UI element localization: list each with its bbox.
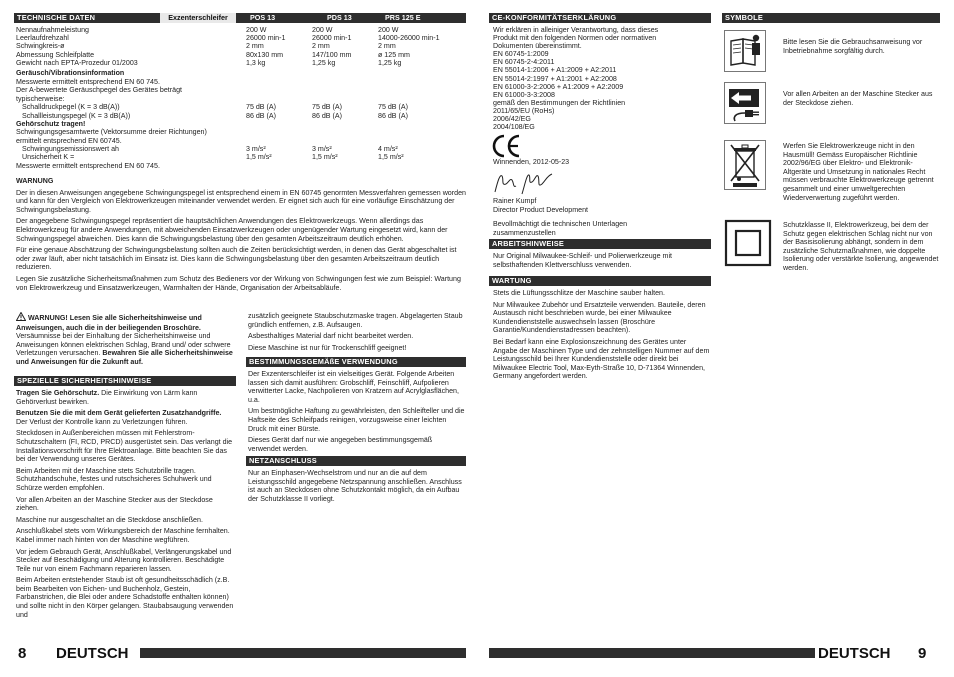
special-safety-item — [16, 576, 234, 619]
col-header-prs125e: PRS 125 E — [385, 13, 421, 22]
spec-row — [16, 59, 466, 67]
language-right: DEUTSCH — [818, 645, 891, 662]
net-para: Nur an Einphasen-Wechselstrom und nur an die auf dem Leistungsschild angegebene Netzspannung anschließen. Anschluss ist auch an Steckdosen ohne Schutzkontakt möglich, da ein Aufbau der Schutzklasse II vorliegt. — [248, 469, 462, 503]
spec-value-2: 1,5 m/s² — [312, 153, 338, 162]
arbeit-header — [489, 239, 711, 249]
spec-value-2: 200 W — [312, 26, 333, 34]
wartung-title: WARTUNG — [492, 276, 532, 285]
ce-line: Wir erklären in alleiniger Verantwortung, dass dieses — [493, 26, 659, 34]
spec-value-1: 200 W — [246, 26, 267, 34]
usage-title: BESTIMMUNGSGEMÄßE VERWENDUNG — [249, 357, 398, 366]
warning-para: Der in diesen Anweisungen angegebene Schwingungspegel ist entsprechend einem in EN 60745 genormten Messverfahren gemessen worden und kann für den Vergleich von Elektrowerkzeugen miteinander verwendet werden. Er eignet sich auch für eine vorläufige Einschätzung der Schwingungsbelastung. — [16, 188, 466, 214]
spec-label: Schallleistungspegel (K = 3 dB(A)) — [22, 111, 131, 120]
spec-value-2: 75 dB (A) — [312, 103, 342, 112]
usage-header — [246, 357, 466, 367]
spec-value-2: 1,25 kg — [312, 58, 336, 67]
language-left: DEUTSCH — [56, 645, 129, 662]
usage-para: Dieses Gerät darf nur wie angegeben bestimmungsgemäß verwendet werden. — [248, 436, 433, 453]
usage-para: Der Exzenterschleifer ist ein vielseitiges Gerät. Folgende Arbeiten lassen sich damit ausführen: Grobschliff, Feinschliff, Aufpolieren verwitterter Lacke, Nachpolieren von Kratzern auf Acrylglasflächen, u.a. — [248, 370, 459, 404]
spec-value-3: 86 dB (A) — [378, 111, 408, 120]
spec-label: Schwingungsemissionswert ah — [22, 145, 119, 154]
spec-value-1: 86 dB (A) — [246, 111, 276, 120]
warning-block — [16, 177, 466, 295]
product-name: Exzenterschleifer — [160, 13, 236, 23]
symbole-title: SYMBOLE — [725, 13, 763, 22]
spec-row — [16, 34, 466, 42]
warning-para: Der angegebene Schwingungspegel repräsentiert die hauptsächlichen Anwendungen des Elektrowerkzeugs. Wenn allerdings das Elektrowerkzeug für andere Anwendungen, mit abweichenden Einsatzwerkzeugen oder ungenügender Wartung eingesetzt wird, kann der Schwingungspegel abweichen. Dies kann die Schwingungsbelastung über den gesamten Arbeitszeitraum deutlich erhöhen. — [16, 217, 448, 243]
ce-line: EN 60745-2-4:2011 — [493, 58, 555, 67]
safety-warning-bold: WARNUNG! Lesen Sie alle Sicherheitshinweise und Anweisungen, auch die in der beiliegenden Broschüre. — [16, 314, 202, 332]
symbol-text-manual: Bitte lesen Sie die Gebrauchsanweisung vor Inbetriebnahme sorgfältig durch. — [783, 38, 923, 55]
noise-table — [16, 103, 466, 119]
special-safety-item — [16, 409, 234, 426]
wartung-para: Nur Milwaukee Zubehör und Ersatzteile verwenden. Bauteile, deren Austausch nicht beschrieben wurde, bei einer Milwaukee Kundendienststelle auswechseln lassen (Broschüre Garantie/Kundendienstadressen beachten). — [493, 300, 706, 335]
spec-label: Schalldruckpegel (K = 3 dB(A)) — [22, 103, 120, 112]
special-safety-item — [16, 548, 234, 574]
spec-row — [16, 26, 466, 34]
arbeit-block — [493, 252, 711, 272]
spec-row — [16, 51, 466, 59]
auth-line: Bevollmächtigt die technischen Unterlagen — [493, 220, 628, 229]
special-safety-item-bold: Benutzen Sie die mit dem Gerät gelieferten Zusatzhandgriffe. — [16, 409, 222, 418]
warning-triangle-icon — [16, 312, 26, 324]
spec-value-3: 200 W — [378, 26, 399, 34]
usage-block — [248, 370, 466, 456]
usage-para: Um bestmögliche Haftung zu gewährleisten, den Schleifteller und die Haftseite des Schleifpads reinigen, vorzugsweise einer leichten Druck mit einer Bürste. — [248, 407, 465, 433]
spec-value-1: 1,5 m/s² — [246, 153, 272, 162]
vib-table — [16, 145, 466, 161]
ce-line: EN 61000-3-3:2008 — [493, 90, 555, 99]
net-block — [248, 469, 466, 506]
signer-title: Director Product Development — [493, 205, 589, 214]
spec-label: Leerlaufdrehzahl — [16, 34, 69, 43]
signer-name: Rainer Kumpf — [493, 197, 537, 205]
footer-bar-left — [140, 648, 466, 658]
spec-value-2: 26000 min-1 — [312, 34, 352, 43]
spec-value-3: 1,5 m/s² — [378, 153, 404, 162]
hearing-protection: Gehörschutz tragen! — [16, 119, 86, 128]
auth-line: zusammenzustellen — [493, 228, 556, 237]
special-safety-item — [16, 496, 234, 513]
spec-value-1: 2 mm — [246, 42, 264, 51]
special-safety-item-text: Die Einwirkung von Lärm kann Gehörverlust bewirken. — [16, 389, 198, 406]
spec-row — [22, 153, 466, 161]
vib-line: Schwingungsgesamtwerte (Vektorsumme dreier Richtungen) — [16, 128, 207, 136]
spec-value-3: 14000-26000 min-1 — [378, 34, 440, 43]
footer-bar-right — [489, 648, 815, 658]
spec-value-3: 2 mm — [378, 42, 396, 51]
safety-warning-text: Versäumnisse bei der Einhaltung der Sicherheitshinweise und Anweisungen können elektrischen Schlag, Brand und/ oder schwere Verletzungen verursachen. — [16, 332, 231, 358]
ce-line: EN 55014-2:1997 + A1:2001 + A2:2008 — [493, 74, 617, 83]
tech-data-title: TECHNISCHE DATEN — [17, 13, 96, 22]
net-header — [246, 456, 466, 466]
ce-line: EN 60745-1:2009 — [493, 50, 549, 59]
spec-row — [22, 112, 466, 120]
special-safety-item-text: Der Verlust der Kontrolle kann zu Verletzungen führen. — [16, 417, 188, 426]
noise-line: Messwerte ermittelt entsprechend EN 60 745. — [16, 77, 160, 86]
col-header-pds13: PDS 13 — [327, 13, 352, 22]
special-safety-item-text: Anschlußkabel stets vom Wirkungsbereich der Maschine fernhalten. Kabel immer nach hinten von der Maschine wegführen. — [16, 527, 230, 544]
vibration-block — [16, 128, 466, 170]
special-safety-header — [14, 376, 236, 386]
spec-value-1: 26000 min-1 — [246, 34, 286, 43]
spec-value-1: 80x130 mm — [246, 50, 284, 59]
vib-line: ermittelt entsprechend EN 60745. — [16, 136, 122, 145]
net-title: NETZANSCHLUSS — [249, 456, 317, 465]
page-number-right: 9 — [918, 645, 927, 662]
special-safety-item-bold: Tragen Sie Gehörschutz. — [16, 389, 100, 397]
arbeit-text: Nur Original Milwaukee-Schleif- und Polierwerkzeuge mit selbsthaftenden Klettverschluss verwenden. — [493, 252, 672, 269]
special-safety-item — [16, 516, 234, 525]
spec-value-1: 1,3 kg — [246, 58, 266, 67]
special-safety-item — [16, 429, 234, 463]
spec-row — [16, 42, 466, 50]
spec-value-2: 3 m/s² — [312, 145, 332, 154]
warning-heading: WARNUNG — [16, 177, 54, 185]
special-safety-item — [16, 389, 234, 406]
wartung-header — [489, 276, 711, 286]
signature — [492, 170, 562, 196]
spec-value-2: 147/100 mm — [312, 50, 352, 59]
wartung-para: Bei Bedarf kann eine Explosionszeichnung des Gerätes unter Angabe der Maschinen Type und der zehnstelligen Nummer auf dem Leistungsschild bei Ihrer Kundendienststelle oder direkt bei Milwaukee Electric Tool, Max-Eyth-Straße 10, D-71364 Winnenden, Germany angefordert werden. — [493, 337, 710, 381]
col2-para: Asbesthaltiges Material darf nicht bearbeitet werden. — [248, 332, 414, 341]
special-safety-item-text: Beim Arbeiten mit der Maschine stets Schutzbrille tragen. Schutzhandschuhe, festes und rutschsicheres Schuhwerk und Schürze werden empfohlen. — [16, 466, 212, 492]
spec-value-3: ø 125 mm — [378, 50, 410, 59]
special-safety-item-text: Steckdosen in Außenbereichen müssen mit Fehlerstrom-Schutzschaltern (FI, RCD, PRCD) ausgerüstet sein. Das verlangt die Installationsvorschrift für Ihre Elektroanlage. Bitte beachten Sie das bei der Verwendung unseres Gerätes. — [16, 429, 233, 464]
spec-row — [22, 103, 466, 111]
manual-icon — [724, 30, 766, 72]
special-safety-item-text: Vor allen Arbeiten an der Maschine Stecker aus der Steckdose ziehen. — [16, 495, 213, 513]
spec-value-2: 86 dB (A) — [312, 111, 342, 120]
spec-value-1: 3 m/s² — [246, 145, 266, 154]
spec-label: Unsicherheit K = — [22, 153, 75, 162]
arbeit-title: ARBEITSHINWEISE — [492, 239, 564, 248]
declaration-date: Winnenden, 2012-05-23 — [493, 158, 570, 166]
safety-warning-tail: Bewahren Sie alle Sicherheitshinweise und Anweisungen für die Zukunft auf. — [16, 349, 233, 366]
spec-label: Abmessung Schleifplatte — [16, 50, 95, 59]
ce-line: 2011/65/EU (RoHs) — [493, 106, 555, 115]
class-ii-icon — [724, 219, 772, 267]
col-header-pos13: POS 13 — [250, 13, 276, 22]
warning-para: Legen Sie zusätzliche Sicherheitsmaßnahmen zum Schutz des Bedieners vor der Wirkung von Schwingungen fest wie zum Beispiel: Wartung von Elektrowerkzeug und Einsatzwerkzeugen, Warmhalten der Hände, Organisation der Arbeitsabläufe. — [16, 274, 461, 292]
spec-value-3: 1,25 kg — [378, 58, 402, 67]
symbol-text-class-ii: Schutzklasse II, Elektrowerkzeug, bei dem der Schutz gegen elektrischen Schlag nicht nur von der Basisisolierung abhängt, sondern in dem zusätzliche Schutzmaßnahmen, wie doppelte Isolierung oder verstärkte Isolierung, angewendet werden. — [783, 221, 939, 272]
weee-bin-icon — [724, 140, 766, 190]
ce-title: CE-KONFORMITÄTSERKLÄRUNG — [492, 13, 617, 22]
spec-value-1: 75 dB (A) — [246, 103, 276, 112]
col2-para: Diese Maschine ist nur für Trockenschliff geeignet! — [248, 343, 407, 352]
spec-table — [16, 26, 466, 67]
warning-para: Für eine genaue Abschätzung der Schwingungsbelastung sollten auch die Zeiten berücksichtigt werden, in denen das Gerät abgeschaltet ist oder zwar läuft, aber nicht tatsächlich im Einsatz ist. Dies kann die Schwingungsbelastung über den gesamten Arbeitszeitraum deutlich reduzieren. — [16, 246, 457, 272]
special-safety-item-text: Vor jedem Gebrauch Gerät, Anschlußkabel, Verlängerungskabel und Stecker auf Beschädigung und Alterung kontrollieren. Beschädigte Teile nur von einem Fachmann reparieren lassen. — [16, 547, 232, 573]
ce-line: 2004/108/EG — [493, 123, 535, 132]
special-safety-item — [16, 467, 234, 493]
ce-line: Produkt mit den folgenden Normen oder normativen — [493, 34, 657, 43]
spec-value-3: 75 dB (A) — [378, 103, 408, 112]
noise-block — [16, 69, 466, 128]
special-safety-item-text: Beim Arbeiten entstehender Staub ist oft gesundheitsschädlich (z.B. beim Bearbeiten von Eichen- und Buchenholz, Gestein, Farbanstrichen, die Blei oder andere Schadstoffe enthalten können) und sollte nicht in den Körper gelangen. Staubabsaugung verwenden und — [16, 576, 234, 619]
ce-line: gemäß den Bestimmungen der Richtlinien — [493, 98, 626, 107]
ce-mark — [492, 134, 522, 158]
special-safety-title: SPEZIELLE SICHERHEITSHINWEISE — [17, 376, 152, 385]
spec-label: Nennaufnahmeleistung — [16, 26, 89, 34]
wartung-para: Stets die Lüftungsschlitze der Maschine sauber halten. — [493, 289, 665, 297]
signer-block — [493, 197, 711, 237]
ce-line: EN 55014-1:2006 + A1:2009 + A2:2011 — [493, 66, 617, 75]
symbole-header — [722, 13, 940, 23]
spec-label: Schwingkreis-ø — [16, 42, 65, 51]
special-safety-list — [16, 389, 234, 622]
unplug-icon — [724, 82, 766, 124]
symbol-text-weee: Werfen Sie Elektrowerkzeuge nicht in den Hausmüll! Gemäss Europäischer Richtlinie 2002/96/EG über Elektro- und Elektronik-Altgeräte und Umsetzung in nationales Recht müssen verbrauchte Elektrowerkzeuge getrennt gesammelt und einer umweltgerechten Wiederverwertung zugeführt werden. — [783, 142, 934, 202]
ce-header — [489, 13, 711, 23]
safety-warning-block — [16, 312, 234, 370]
noise-line: Der A-bewertete Geräuschpegel des Gerätes beträgt — [16, 86, 183, 95]
col2-block — [248, 312, 466, 355]
wartung-block — [493, 289, 711, 384]
spec-row — [22, 145, 466, 153]
ce-line: Dokumenten übereinstimmt. — [493, 42, 582, 51]
special-safety-item — [16, 527, 234, 544]
ce-block — [493, 26, 711, 131]
ce-line: EN 61000-3-2:2006 + A1:2009 + A2:2009 — [493, 82, 624, 91]
col2-para: zusätzlich geeignete Staubschutzmaske tragen. Abgelagerten Staub gründlich entfernen, z.B. Aufsaugen. — [248, 312, 463, 329]
ce-line: 2006/42/EG — [493, 115, 531, 124]
vib-footer: Messwerte ermittelt entsprechend EN 60 745. — [16, 161, 160, 170]
symbol-text-unplug: Vor allen Arbeiten an der Maschine Stecker aus der Steckdose ziehen. — [783, 90, 933, 107]
spec-value-2: 2 mm — [312, 42, 330, 51]
page-number-left: 8 — [18, 645, 27, 662]
spec-label: Gewicht nach EPTA-Prozedur 01/2003 — [16, 58, 138, 67]
spec-value-3: 4 m/s² — [378, 145, 398, 154]
noise-heading: Geräusch/Vibrationsinformation — [16, 69, 125, 77]
special-safety-item-text: Maschine nur ausgeschaltet an die Steckdose anschließen. — [16, 515, 203, 524]
noise-line: typischerweise: — [16, 94, 65, 103]
